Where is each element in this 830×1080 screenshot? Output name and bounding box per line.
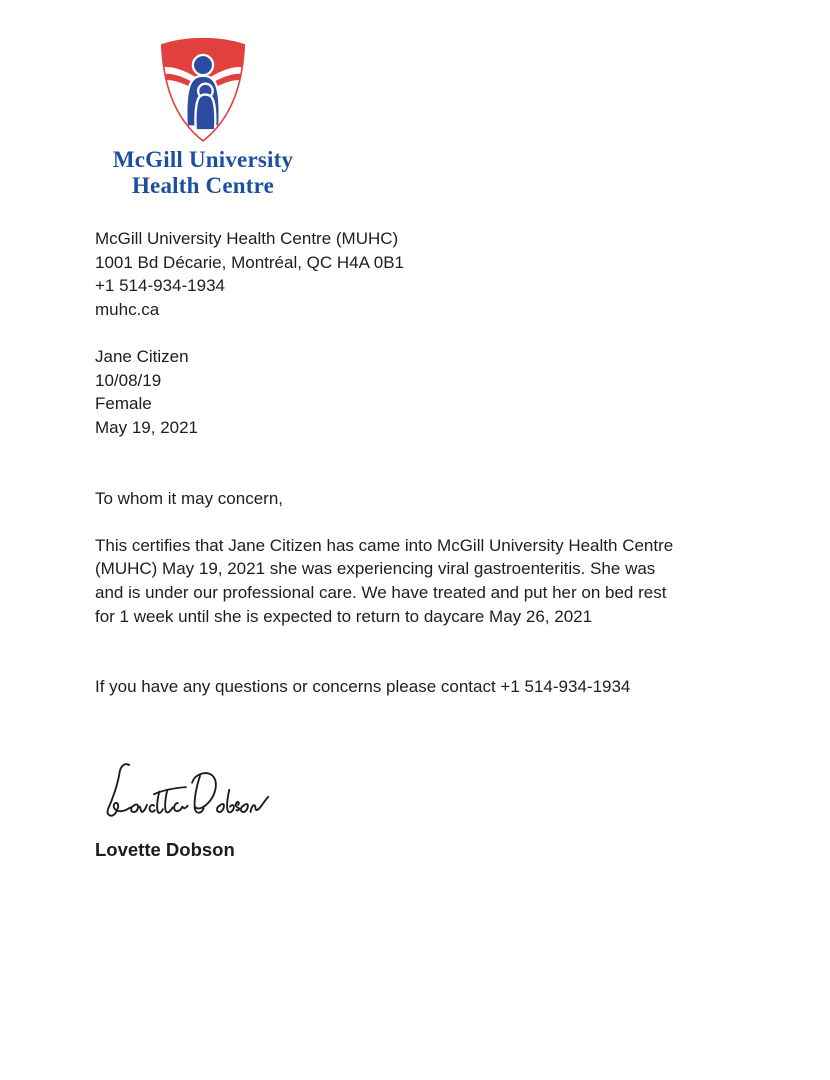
letter-date-line: May 19, 2021 xyxy=(95,417,199,437)
letterhead xyxy=(95,0,311,199)
body-paragraph: This certifies that Jane Citizen has came into McGill University Health Centre (MUHC) May 19, 2021 she was experiencing viral gastroenteritis. She was and is under our professional care. We have treated and put her on bed rest for 1 week until she is expected to return to daycare May 26, 2021 xyxy=(95,535,674,626)
sender-org-line: McGill University Health Centre (MUHC) xyxy=(95,229,399,248)
sender-address-line: 1001 Bd Décarie, Montréal, QC H4A 0B1 xyxy=(95,252,404,272)
handwritten-signature xyxy=(100,757,270,819)
sender-phone-line: +1 514-934-1934 xyxy=(95,276,225,296)
sender-block xyxy=(95,227,830,321)
sender-website-line: muhc.ca xyxy=(95,299,160,319)
signature-block xyxy=(100,757,830,819)
salutation: To whom it may concern, xyxy=(95,488,284,508)
patient-block xyxy=(95,345,830,439)
letter-content xyxy=(95,227,830,861)
patient-dob-line: 10/08/19 xyxy=(95,370,162,390)
patient-sex-line: Female xyxy=(95,394,152,414)
muhc-shield-icon xyxy=(155,37,251,143)
parent-head-icon xyxy=(193,55,213,75)
signatory-name: Lovette Dobson xyxy=(95,838,235,860)
logo-wordmark xyxy=(95,147,311,199)
child-body-icon xyxy=(195,95,215,131)
patient-name-line: Jane Citizen xyxy=(95,346,189,366)
contact-line: If you have any questions or concerns please contact +1 514-934-1934 xyxy=(95,677,631,697)
wordmark-line-2: Health Centre xyxy=(131,173,275,198)
wordmark-line-1: McGill University xyxy=(112,147,294,172)
